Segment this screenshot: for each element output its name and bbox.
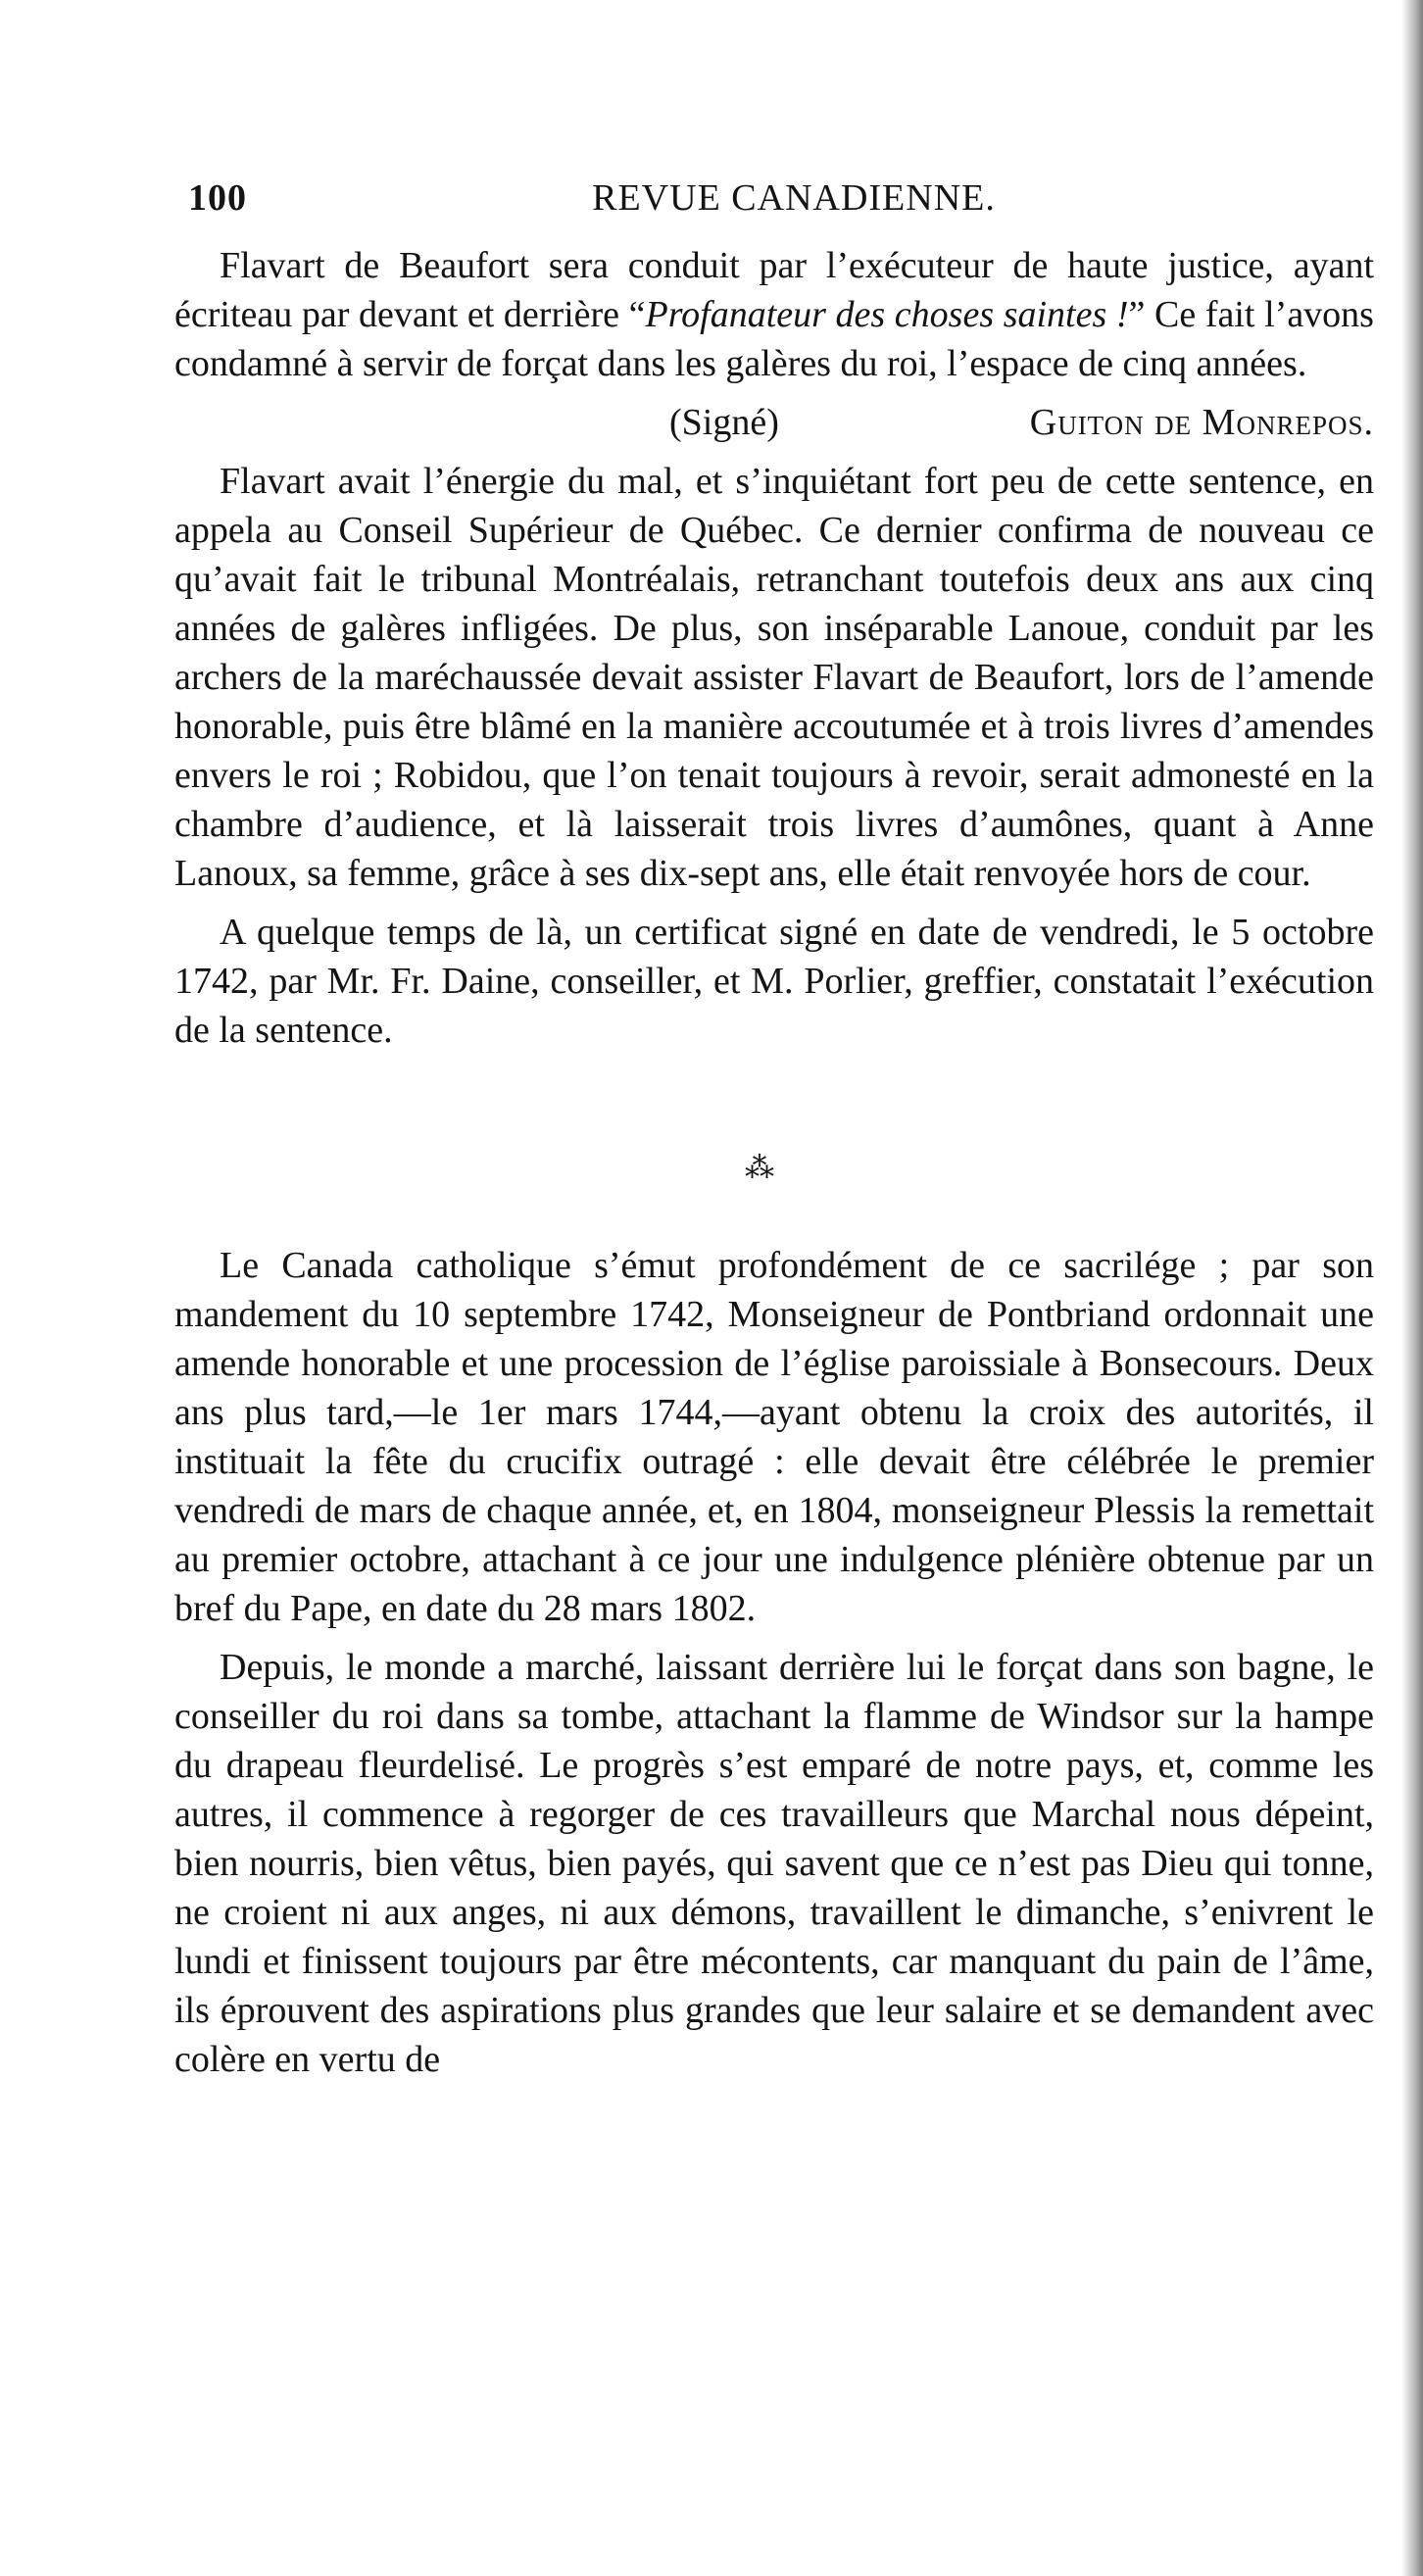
paragraph-certificate: A quelque temps de là, un certificat signé en date de vendredi, le 5 octobre 1742, par Mr. Fr. Daine, conseiller, et M. Porlier, greffier, constatait l’exécution de la sentence.	[174, 912, 1374, 1051]
paragraph-sentence	[174, 241, 1374, 388]
paragraph-appeal: Flavart avait l’énergie du mal, et s’inquiétant fort peu de cette sentence, en appela au Conseil Supérieur de Québec. Ce dernier confirma de nouveau ce qu’avait fait le tribunal Montréalais, retranchant toutefois deux ans aux cinq années de galères infligées. De plus, son inséparable Lanoue, conduit par les archers de la maréchaussée devait assister Flavart de Beaufort, lors de l’amende honorable, puis être blâmé en la manière accoutumée et à trois livres d’amendes envers le roi ; Robidou, que l’on tenait toujours à revoir, serait admonesté en la chambre d’audience, et là laisserait trois livres d’aumônes, quant à Anne Lanoux, sa femme, grâce à ses dix-sept ans, elle était renvoyée hors de cour.	[174, 461, 1374, 894]
asterism-mark: ⁂	[745, 1152, 780, 1184]
page-number: 100	[188, 177, 247, 219]
section-separator	[174, 1055, 1374, 1241]
signature-label: (Signé)	[669, 402, 779, 443]
sentence-text-start: Flavart de Beaufort sera conduit par l’exécuteur de haute justice, ayant écriteau par devant et derrière “	[174, 245, 1374, 335]
scan-edge-shadow	[1401, 0, 1423, 2576]
paragraph-mandement: Le Canada catholique s’émut profondément de ce sacrilége ; par son mandement du 10 septembre 1742, Monseigneur de Pontbriand ordonnait une amende honorable et une procession de l’église paroissiale à Bonsecours. Deux ans plus tard,—le 1er mars 1744,—ayant obtenu la croix des autorités, il instituait la fête du crucifix outragé : elle devait être célébrée le premier vendredi de mars de chaque année, et, en 1804, monseigneur Plessis la remettait au premier octobre, attachant à ce jour une indulgence plénière obtenue par un bref du Pape, en date du 28 mars 1802.	[174, 1245, 1374, 1629]
paragraph-progress: Depuis, le monde a marché, laissant derrière lui le forçat dans son bagne, le conseiller du roi dans sa tombe, attachant la flamme de Windsor sur la hampe du drapeau fleurdelisé. Le progrès s’est emparé de notre pays, et, comme les autres, il commence à regorger de ces travailleurs que Marchal nous dépeint, bien nourris, bien vêtus, bien payés, qui savent que ce n’est pas Dieu qui tonne, ne croient ni aux anges, ni aux démons, travaillent le dimanche, s’enivrent le lundi et finissent toujours par être mécontents, car manquant du pain de l’âme, ils éprouvent des aspirations plus grandes que leur salaire et se demandent avec colère en vertu de	[174, 1647, 1374, 2080]
signature-name: Guiton de Monrepos.	[1029, 402, 1374, 443]
sentence-quote: Profanateur des choses saintes !	[645, 294, 1129, 335]
journal-title: REVUE CANADIENNE.	[592, 177, 996, 219]
sentence-text-end: ” Ce fait l’avons condamné à servir de forçat dans les galères du roi, l’espace de cinq années.	[174, 294, 1374, 384]
page	[174, 167, 1374, 2084]
signature-line	[174, 398, 1374, 447]
running-head	[174, 167, 1374, 229]
